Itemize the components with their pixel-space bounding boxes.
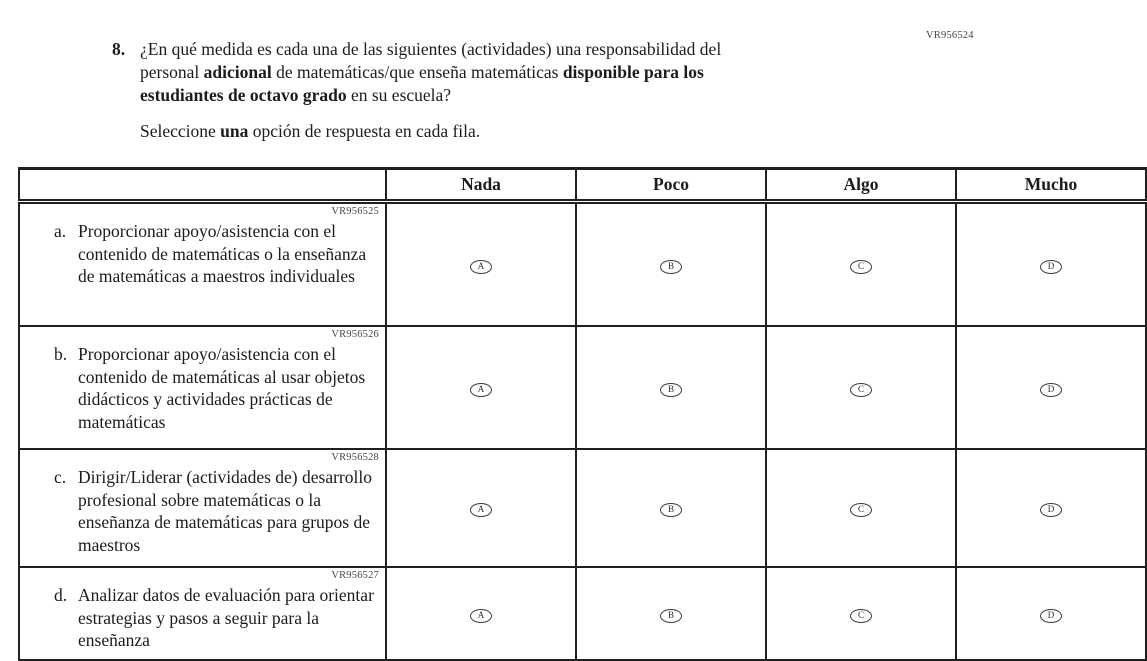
row-b-stub [19,326,386,449]
table-row-a [19,202,1146,327]
row-b-cell-mucho [956,326,1146,449]
row-a-text: Proporcionar apoyo/asistencia con el contenido de matemáticas o la enseñanza de matemáticas a maestros individuales [78,221,367,286]
option-bubble-c-mucho[interactable]: D [1040,503,1062,517]
table-row-c [19,449,1146,567]
row-c-cell-nada [386,449,576,567]
row-a-cell-algo [766,202,956,327]
row-d-text: Analizar datos de evaluación para orientar estrategias y pasos a seguir para la enseñanza [78,585,374,650]
option-bubble-d-poco[interactable]: B [660,609,682,623]
row-c-vr-code: VR956528 [331,452,379,463]
column-header-algo: Algo [766,169,956,202]
row-a-label: a. [54,221,67,241]
option-bubble-b-nada[interactable]: A [470,383,492,397]
option-bubble-a-mucho[interactable]: D [1040,260,1062,274]
row-d-vr-code: VR956527 [331,570,379,581]
option-bubble-d-nada[interactable]: A [470,609,492,623]
row-c-cell-mucho [956,449,1146,567]
question-block [112,38,721,143]
question-line-3: estudiantes de octavo grado en su escuela? [140,85,452,105]
option-bubble-a-nada[interactable]: A [470,260,492,274]
row-b-cell-algo [766,326,956,449]
table-row-d [19,567,1146,660]
row-b-label: b. [54,344,68,364]
question-line-2: personal adicional de matemáticas/que enseña matemáticas disponible para los [140,62,704,82]
response-grid [18,167,1147,661]
page-vr-code: VR956524 [926,30,974,41]
row-c-cell-poco [576,449,766,567]
row-d-cell-mucho [956,567,1146,660]
question-text [140,38,721,143]
option-bubble-c-poco[interactable]: B [660,503,682,517]
option-bubble-b-poco[interactable]: B [660,383,682,397]
row-d-stub [19,567,386,660]
row-a-stub [19,202,386,327]
option-bubble-a-algo[interactable]: C [850,260,872,274]
option-bubble-b-mucho[interactable]: D [1040,383,1062,397]
row-c-text: Dirigir/Liderar (actividades de) desarrollo profesional sobre matemáticas o la enseñanza de matemáticas para grupos de maestros [78,467,372,555]
option-bubble-a-poco[interactable]: B [660,260,682,274]
question-instruction: Seleccione una opción de respuesta en cada fila. [140,121,481,141]
row-b-cell-nada [386,326,576,449]
column-header-poco: Poco [576,169,766,202]
question-number: 8. [112,39,126,59]
row-c-label: c. [54,467,67,487]
row-b-vr-code: VR956526 [331,329,379,340]
row-a-cell-poco [576,202,766,327]
row-d-cell-algo [766,567,956,660]
option-bubble-c-nada[interactable]: A [470,503,492,517]
row-a-cell-nada [386,202,576,327]
stub-header [19,169,386,202]
row-c-cell-algo [766,449,956,567]
header-row [19,169,1146,202]
row-c-stub [19,449,386,567]
row-a-cell-mucho [956,202,1146,327]
option-bubble-c-algo[interactable]: C [850,503,872,517]
column-header-mucho: Mucho [956,169,1146,202]
option-bubble-d-mucho[interactable]: D [1040,609,1062,623]
option-bubble-d-algo[interactable]: C [850,609,872,623]
row-a-vr-code: VR956525 [331,206,379,217]
question-line-1: ¿En qué medida es cada una de las siguientes (actividades) una responsabilidad del [140,39,722,59]
row-b-cell-poco [576,326,766,449]
option-bubble-b-algo[interactable]: C [850,383,872,397]
row-b-text: Proporcionar apoyo/asistencia con el contenido de matemáticas al usar objetos didácticos y actividades prácticas de matemáticas [78,344,366,432]
column-header-nada: Nada [386,169,576,202]
table-row-b [19,326,1146,449]
row-d-label: d. [54,585,68,605]
row-d-cell-poco [576,567,766,660]
row-d-cell-nada [386,567,576,660]
